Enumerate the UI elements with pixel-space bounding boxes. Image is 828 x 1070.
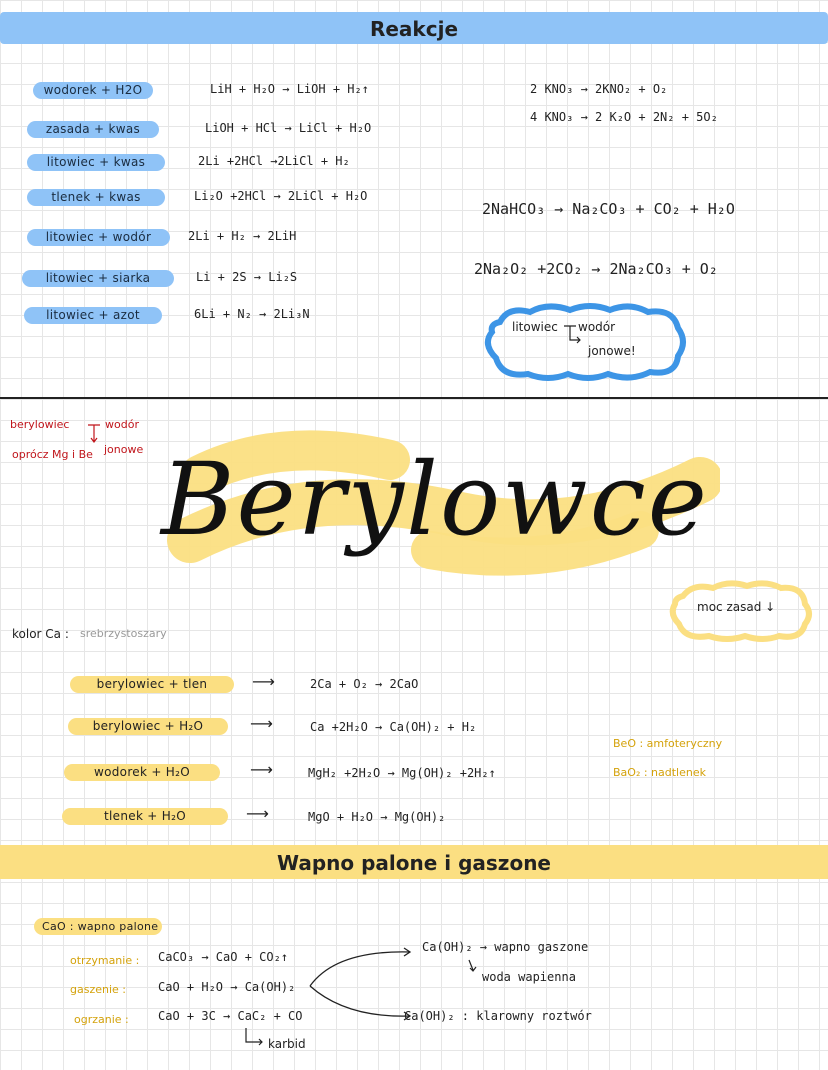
- down-arrow-icon: [466, 958, 480, 974]
- moc-zasad: moc zasad ↓: [697, 600, 776, 614]
- woda-wapienna: woda wapienna: [482, 970, 576, 984]
- wapno-right-1: Ca(OH)₂ → wapno gaszone: [422, 940, 589, 954]
- beryl-eq-1: 2Ca + O₂ → 2CaO: [310, 677, 419, 691]
- branch-arrow-icon: [562, 322, 588, 350]
- arrow-right-icon: ⟶: [252, 672, 275, 691]
- cloud-wodor: wodór: [578, 320, 616, 334]
- gold-note-bao2: BaO₂ : nadtlenek: [613, 766, 706, 779]
- arrow-right-icon: ⟶: [250, 760, 273, 779]
- reaction-label-7: litowiec + azot: [24, 307, 162, 324]
- reaction-label-2: zasada + kwas: [27, 121, 159, 138]
- kolor-label: kolor Ca :: [12, 627, 69, 641]
- reaction-eq-4: Li₂O +2HCl → 2LiCl + H₂O: [194, 189, 368, 203]
- gold-note-beo: BeO : amfoteryczny: [613, 737, 723, 750]
- reaction-label-6: litowiec + siarka: [22, 270, 174, 287]
- reaction-eq-5: 2Li + H₂ → 2LiH: [188, 229, 297, 243]
- label-gaszenie: gaszenie :: [70, 983, 126, 996]
- reaction-eq-2: LiOH + HCl → LiCl + H₂O: [205, 121, 372, 135]
- beryl-label-4: tlenek + H₂O: [62, 808, 228, 825]
- beryl-eq-3: MgH₂ +2H₂O → Mg(OH)₂ +2H₂↑: [308, 766, 496, 780]
- beryl-label-2: berylowiec + H₂O: [68, 718, 228, 735]
- arrow-right-icon: ⟶: [250, 714, 273, 733]
- wapno-eq-1: CaCO₃ → CaO + CO₂↑: [158, 950, 289, 964]
- beryl-eq-4: MgO + H₂O → Mg(OH)₂: [308, 810, 446, 824]
- cloud-jonowe: jonowe!: [588, 344, 636, 358]
- red-note-wodor: wodór: [105, 418, 139, 431]
- karbid-label: karbid: [268, 1037, 306, 1051]
- karbid-arrow-icon: [242, 1026, 268, 1050]
- red-note-berylowiec: berylowiec: [10, 418, 70, 431]
- reaction-eq-7: 6Li + N₂ → 2Li₃N: [194, 307, 310, 321]
- wapno-right-2: Ca(OH)₂ : klarowny roztwór: [404, 1009, 592, 1023]
- reaction-label-4: tlenek + kwas: [27, 189, 165, 206]
- reakcje-banner: Reakcje: [0, 12, 828, 44]
- branch-arrows-icon: [306, 946, 416, 1026]
- right-eq-3: 2NaHCO₃ → Na₂CO₃ + CO₂ + H₂O: [482, 200, 735, 218]
- red-note-oprocz: oprócz Mg i Be: [12, 448, 93, 461]
- right-eq-1: 2 KNO₃ → 2KNO₂ + O₂: [530, 82, 668, 96]
- right-eq-2: 4 KNO₃ → 2 K₂O + 2N₂ + 5O₂: [530, 110, 718, 124]
- wapno-eq-3: CaO + 3C → CaC₂ + CO: [158, 1009, 303, 1023]
- wapno-eq-2: CaO + H₂O → Ca(OH)₂: [158, 980, 296, 994]
- cao-pill: CaO : wapno palone: [34, 918, 162, 935]
- label-ogrzanie: ogrzanie :: [74, 1013, 129, 1026]
- reaction-label-3: litowiec + kwas: [27, 154, 165, 171]
- kolor-value: srebrzystoszary: [80, 627, 167, 640]
- arrow-right-icon: ⟶: [246, 804, 269, 823]
- wapno-banner: Wapno palone i gaszone: [0, 845, 828, 879]
- reaction-label-1: wodorek + H2O: [33, 82, 153, 99]
- reaction-label-5: litowiec + wodór: [27, 229, 170, 246]
- beryl-label-1: berylowiec + tlen: [70, 676, 234, 693]
- reaction-eq-3: 2Li +2HCl →2LiCl + H₂: [198, 154, 350, 168]
- red-note-jonowe: jonowe: [104, 443, 144, 456]
- cloud-litowiec: litowiec: [512, 320, 558, 334]
- red-branch-arrow-icon: [86, 421, 106, 447]
- beryl-label-3: wodorek + H₂O: [64, 764, 220, 781]
- right-eq-4: 2Na₂O₂ +2CO₂ → 2Na₂CO₃ + O₂: [474, 260, 718, 278]
- reaction-eq-1: LiH + H₂O → LiOH + H₂↑: [210, 82, 369, 96]
- reaction-eq-6: Li + 2S → Li₂S: [196, 270, 298, 284]
- berylowce-title: Berylowce: [161, 441, 709, 558]
- beryl-eq-2: Ca +2H₂O → Ca(OH)₂ + H₂: [310, 720, 477, 734]
- label-otrzymanie: otrzymanie :: [70, 954, 140, 967]
- section-divider: [0, 397, 828, 399]
